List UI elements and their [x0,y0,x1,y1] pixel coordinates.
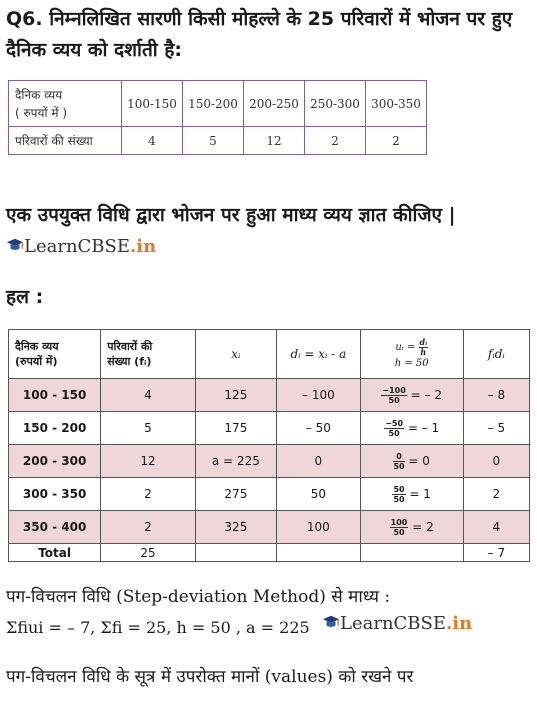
total-row [9,544,530,562]
product-cell: – 8 [463,379,529,412]
deviation-cell: – 100 [277,379,361,412]
families-cell: 2 [366,127,427,155]
table-row [9,511,530,544]
interval-cell: 200-250 [244,81,305,127]
ui-fraction [392,485,405,504]
interval-cell: 350 - 400 [9,511,101,544]
ui-fraction [393,452,404,471]
families-header-cell: परिवारों की संख्या [9,127,122,155]
logo-suffix: .in [446,613,473,634]
families-row [9,127,427,155]
header-ui-fraction [419,338,429,357]
step-deviation-cell [360,478,463,511]
total-frequency: 25 [101,544,195,562]
deviation-cell: 100 [277,511,361,544]
ui-denominator: 50 [393,527,405,537]
product-cell: 4 [463,511,529,544]
ui-denominator: 50 [388,428,400,438]
logo-suffix: .in [130,236,157,257]
ui-fraction [384,419,404,438]
ui-denominator: 50 [393,461,405,471]
product-cell: – 5 [463,412,529,445]
header-families-line2: संख्या (fᵢ) [107,355,152,368]
step-deviation-cell [360,412,463,445]
learncbse-logo [6,236,156,257]
total-product: – 7 [463,544,529,562]
header-ui-num: dᵢ [419,337,428,347]
header-expense-line2: (रुपयों में) [15,355,58,368]
question-text: Q6. निम्नलिखित सारणी किसी मोहल्ले के 25 परिवारों में भोजन पर हुए दैनिक व्यय को दर्शाती है: [6,8,513,61]
step-deviation-cell [360,445,463,478]
solution-table [8,329,530,562]
step-deviation-cell [360,511,463,544]
header-ui-h: h = 50 [394,358,429,369]
interval-cell: 300 - 350 [9,478,101,511]
frequency-cell: 2 [101,511,195,544]
ui-value: = – 1 [407,420,440,435]
step-deviation-text: पग-विचलन विधि (Step-deviation Method) से माध्य : [6,587,391,607]
product-cell: 2 [463,478,529,511]
graduation-cap-icon [322,613,340,631]
interval-cell: 100-150 [122,81,183,127]
formula-intro-text: पग-विचलन विधि के सूत्र में उपरोक्त मानों (values) को रखने पर [6,667,414,687]
total-label: Total [9,544,101,562]
ui-value: = 2 [412,519,434,534]
empty-cell [277,544,361,562]
header-ui-den: h [420,347,427,357]
interval-cell: 150-200 [183,81,244,127]
solution-header-row [9,330,530,379]
interval-cell: 300-350 [366,81,427,127]
ui-numerator: −100 [382,385,406,395]
ui-value: = 0 [408,453,430,468]
step-deviation-cell [360,379,463,412]
ui-numerator: 0 [393,452,404,462]
ui-fraction [390,518,409,537]
interval-cell: 150 - 200 [9,412,101,445]
frequency-cell: 2 [101,478,195,511]
header-families-line1: परिवारों की [107,340,153,353]
table-row [9,379,530,412]
midpoint-cell: 125 [195,379,276,412]
product-cell: 0 [463,445,529,478]
header-families [101,330,195,379]
ui-denominator: 50 [388,395,400,405]
midpoint-cell: 275 [195,478,276,511]
task-sentence: एक उपयुक्त विधि द्वारा भोजन पर हुआ माध्य व्यय ज्ञात कीजिए | [6,204,456,226]
frequency-cell: 12 [101,445,195,478]
ui-denominator: 50 [393,494,405,504]
deviation-cell: 50 [277,478,361,511]
header-expense [9,330,101,379]
expense-header-line2: ( रुपयों में ) [15,105,68,120]
header-ui [360,330,463,379]
families-cell: 4 [122,127,183,155]
expense-table [8,80,427,155]
interval-cell: 100 - 150 [9,379,101,412]
ui-value: = – 2 [410,387,442,402]
midpoint-cell: 175 [195,412,276,445]
midpoint-cell: 325 [195,511,276,544]
table-row [9,478,530,511]
expense-header-line1: दैनिक व्यय [15,87,63,102]
deviation-cell: – 50 [277,412,361,445]
frequency-cell: 5 [101,412,195,445]
expense-row [9,81,427,127]
sums-text: Σfiui = – 7, Σfi = 25, h = 50 , a = 225 [6,618,310,637]
ui-numerator: −50 [385,418,404,428]
ui-numerator: 100 [390,517,408,527]
header-fidi: fᵢdᵢ [463,330,529,379]
ui-value: = 1 [409,486,431,501]
ui-numerator: 50 [393,484,405,494]
families-cell: 12 [244,127,305,155]
interval-cell: 250-300 [305,81,366,127]
logo-brand: LearnCBSE [24,236,131,257]
interval-cell: 200 - 300 [9,445,101,478]
task-text [6,200,532,262]
midpoint-cell: a = 225 [195,445,276,478]
solution-label: हल : [6,286,44,308]
frequency-cell: 4 [101,379,195,412]
header-ui-eq: uᵢ = [395,342,416,353]
table-row [9,445,530,478]
empty-cell [360,544,463,562]
expense-header-cell [9,81,122,127]
learncbse-logo-2 [322,613,472,634]
empty-cell [195,544,276,562]
header-expense-line1: दैनिक व्यय [15,340,59,353]
families-cell: 5 [183,127,244,155]
logo-brand: LearnCBSE [340,613,447,634]
graduation-cap-icon [6,236,24,254]
deviation-cell: 0 [277,445,361,478]
header-di: dᵢ = xᵢ - a [277,330,361,379]
table-row [9,412,530,445]
ui-fraction [381,386,406,405]
families-cell: 2 [305,127,366,155]
header-xi: xᵢ [195,330,276,379]
